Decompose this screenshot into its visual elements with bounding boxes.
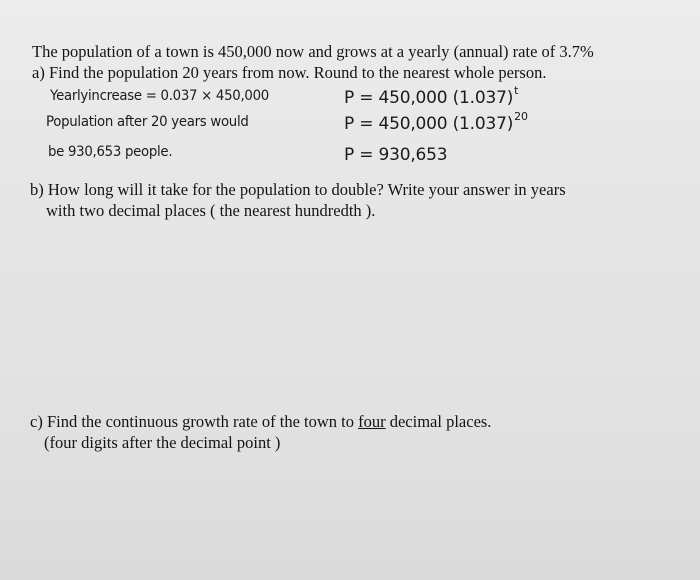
handwritten-population-statement: Population after 20 years would [46,114,249,130]
part-c-question-line2: (four digits after the decimal point ) [44,433,281,452]
formula-exponent-t: t [514,84,519,97]
part-c-question-line1 [30,412,491,432]
problem-intro: The population of a town is 450,000 now and grows at a yearly (annual) rate of 3.7% [32,42,594,61]
handwritten-final-answer: P = 930,653 [344,145,448,165]
part-c-text-after: decimal places. [385,412,492,431]
formula-general-text: P = 450,000 (1.037) [344,88,514,108]
formula-exponent-20: 20 [514,110,528,123]
handwritten-formula-20-years [344,110,528,134]
part-c-text-before: c) Find the continuous growth rate of the town to [30,412,359,431]
part-b-question-line2: with two decimal places ( the nearest hundredth ). [46,201,376,220]
part-c-underlined-word: four [358,412,386,431]
handwritten-yearly-increase: Yearlyincrease = 0.037 × 450,000 [50,88,269,104]
handwritten-population-result: be 930,653 people. [48,144,173,160]
handwritten-formula-general [344,84,519,108]
part-b-question-line1: b) How long will it take for the population to double? Write your answer in years [30,180,566,199]
part-a-question: a) Find the population 20 years from now. Round to the nearest whole person. [32,63,547,82]
formula-20-years-text: P = 450,000 (1.037) [344,114,514,134]
